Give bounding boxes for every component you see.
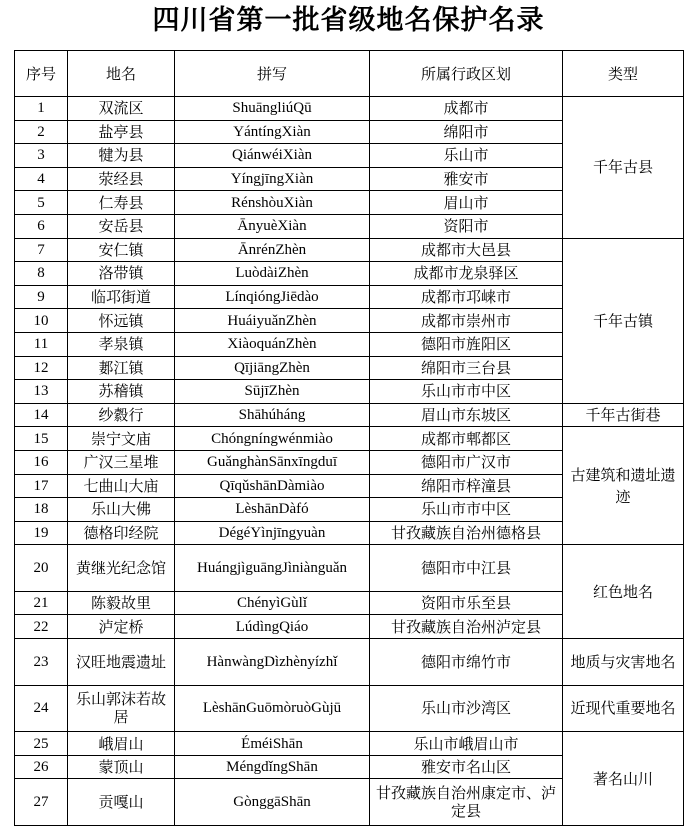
- row-name: 郪江镇: [68, 356, 175, 380]
- row-no: 26: [15, 755, 68, 779]
- header-pinyin: 拼写: [175, 51, 370, 97]
- row-district: 成都市大邑县: [370, 238, 563, 262]
- row-district: 甘孜藏族自治州德格县: [370, 521, 563, 545]
- row-no: 8: [15, 262, 68, 286]
- row-name: 峨眉山: [68, 732, 175, 756]
- row-name: 孝泉镇: [68, 332, 175, 356]
- row-district: 绵阳市三台县: [370, 356, 563, 380]
- type-cell: 地质与灾害地名: [563, 639, 684, 686]
- header-no: 序号: [15, 51, 68, 97]
- row-pinyin: RénshòuXiàn: [175, 191, 370, 215]
- row-no: 2: [15, 120, 68, 144]
- row-pinyin: HuáiyuǎnZhèn: [175, 309, 370, 333]
- row-district: 乐山市市中区: [370, 380, 563, 404]
- row-no: 12: [15, 356, 68, 380]
- row-district: 资阳市乐至县: [370, 591, 563, 615]
- row-district: 绵阳市: [370, 120, 563, 144]
- row-name: 七曲山大庙: [68, 474, 175, 498]
- row-no: 5: [15, 191, 68, 215]
- row-no: 19: [15, 521, 68, 545]
- row-pinyin: MéngdǐngShān: [175, 755, 370, 779]
- row-name: 汉旺地震遗址: [68, 639, 175, 686]
- row-pinyin: LínqióngJiēdào: [175, 285, 370, 309]
- row-name: 泸定桥: [68, 615, 175, 639]
- row-no: 11: [15, 332, 68, 356]
- row-pinyin: ĀnyuèXiàn: [175, 214, 370, 238]
- row-pinyin: QījiāngZhèn: [175, 356, 370, 380]
- row-pinyin: GònggāShān: [175, 779, 370, 826]
- row-no: 10: [15, 309, 68, 333]
- row-no: 20: [15, 545, 68, 592]
- row-name: 广汉三星堆: [68, 450, 175, 474]
- type-cell: 千年古镇: [563, 238, 684, 403]
- type-cell: 千年古街巷: [563, 403, 684, 427]
- row-pinyin: Shāhúháng: [175, 403, 370, 427]
- row-district: 成都市邛崃市: [370, 285, 563, 309]
- row-district: 成都市: [370, 97, 563, 121]
- row-name: 怀远镇: [68, 309, 175, 333]
- row-district: 甘孜藏族自治州康定市、泸定县: [370, 779, 563, 826]
- row-name: 贡嘎山: [68, 779, 175, 826]
- row-district: 德阳市广汉市: [370, 450, 563, 474]
- row-pinyin: Chóngníngwénmiào: [175, 427, 370, 451]
- row-no: 21: [15, 591, 68, 615]
- row-name: 荥经县: [68, 167, 175, 191]
- table-row: [15, 427, 684, 451]
- row-district: 德阳市绵竹市: [370, 639, 563, 686]
- row-no: 6: [15, 214, 68, 238]
- row-district: 成都市郫都区: [370, 427, 563, 451]
- row-name: 乐山郭沫若故居: [68, 685, 175, 732]
- row-no: 23: [15, 639, 68, 686]
- row-pinyin: HànwàngDìzhènyízhǐ: [175, 639, 370, 686]
- row-no: 15: [15, 427, 68, 451]
- row-no: 1: [15, 97, 68, 121]
- row-pinyin: LèshānDàfó: [175, 498, 370, 522]
- row-no: 24: [15, 685, 68, 732]
- row-district: 绵阳市梓潼县: [370, 474, 563, 498]
- row-no: 27: [15, 779, 68, 826]
- row-district: 德阳市旌阳区: [370, 332, 563, 356]
- type-cell: 千年古县: [563, 97, 684, 239]
- row-pinyin: ĀnrénZhèn: [175, 238, 370, 262]
- row-district: 眉山市东坡区: [370, 403, 563, 427]
- row-district: 成都市崇州市: [370, 309, 563, 333]
- row-district: 甘孜藏族自治州泸定县: [370, 615, 563, 639]
- table-row: [15, 732, 684, 756]
- row-no: 14: [15, 403, 68, 427]
- row-name: 盐亭县: [68, 120, 175, 144]
- row-pinyin: XiàoquánZhèn: [175, 332, 370, 356]
- type-cell: 近现代重要地名: [563, 685, 684, 732]
- place-name-table: [14, 50, 684, 826]
- row-no: 13: [15, 380, 68, 404]
- row-name: 洛带镇: [68, 262, 175, 286]
- row-name: 纱縠行: [68, 403, 175, 427]
- table-row: [15, 685, 684, 732]
- row-pinyin: SūjīZhèn: [175, 380, 370, 404]
- row-name: 陈毅故里: [68, 591, 175, 615]
- header-type: 类型: [563, 51, 684, 97]
- row-district: 乐山市沙湾区: [370, 685, 563, 732]
- row-pinyin: YíngjīngXiàn: [175, 167, 370, 191]
- row-name: 仁寿县: [68, 191, 175, 215]
- row-no: 9: [15, 285, 68, 309]
- page-title: 四川省第一批省级地名保护名录: [152, 5, 545, 36]
- row-pinyin: ShuāngliúQū: [175, 97, 370, 121]
- row-name: 犍为县: [68, 144, 175, 168]
- row-pinyin: LúdìngQiáo: [175, 615, 370, 639]
- row-pinyin: YántíngXiàn: [175, 120, 370, 144]
- row-district: 眉山市: [370, 191, 563, 215]
- row-district: 成都市龙泉驿区: [370, 262, 563, 286]
- row-pinyin: GuǎnghànSānxīngduī: [175, 450, 370, 474]
- row-district: 乐山市: [370, 144, 563, 168]
- row-pinyin: HuángjìguāngJìniànguǎn: [175, 545, 370, 592]
- type-cell: 古建筑和遗址遗迹: [563, 427, 684, 545]
- table-row: [15, 97, 684, 121]
- row-name: 崇宁文庙: [68, 427, 175, 451]
- row-name: 乐山大佛: [68, 498, 175, 522]
- row-no: 17: [15, 474, 68, 498]
- row-no: 25: [15, 732, 68, 756]
- row-district: 雅安市: [370, 167, 563, 191]
- row-pinyin: DégéYìnjīngyuàn: [175, 521, 370, 545]
- row-no: 4: [15, 167, 68, 191]
- row-name: 蒙顶山: [68, 755, 175, 779]
- row-name: 双流区: [68, 97, 175, 121]
- row-name: 安岳县: [68, 214, 175, 238]
- row-no: 22: [15, 615, 68, 639]
- table-header-row: [15, 51, 684, 97]
- row-district: 资阳市: [370, 214, 563, 238]
- row-pinyin: LuòdàiZhèn: [175, 262, 370, 286]
- row-name: 临邛街道: [68, 285, 175, 309]
- type-cell: 红色地名: [563, 545, 684, 639]
- row-name: 德格印经院: [68, 521, 175, 545]
- row-pinyin: LèshānGuōmòruòGùjū: [175, 685, 370, 732]
- row-district: 雅安市名山区: [370, 755, 563, 779]
- row-pinyin: ÉméiShān: [175, 732, 370, 756]
- row-pinyin: QīqǔshānDàmiào: [175, 474, 370, 498]
- row-no: 18: [15, 498, 68, 522]
- table-row: [15, 639, 684, 686]
- header-district: 所属行政区划: [370, 51, 563, 97]
- row-pinyin: QiánwéiXiàn: [175, 144, 370, 168]
- row-name: 安仁镇: [68, 238, 175, 262]
- row-district: 乐山市峨眉山市: [370, 732, 563, 756]
- row-no: 7: [15, 238, 68, 262]
- row-no: 16: [15, 450, 68, 474]
- table-row: [15, 238, 684, 262]
- row-name: 黄继光纪念馆: [68, 545, 175, 592]
- table-row: [15, 545, 684, 592]
- row-district: 德阳市中江县: [370, 545, 563, 592]
- row-no: 3: [15, 144, 68, 168]
- type-cell: 著名山川: [563, 732, 684, 826]
- row-name: 苏稽镇: [68, 380, 175, 404]
- header-name: 地名: [68, 51, 175, 97]
- table-row: [15, 403, 684, 427]
- row-district: 乐山市市中区: [370, 498, 563, 522]
- row-pinyin: ChényìGùlǐ: [175, 591, 370, 615]
